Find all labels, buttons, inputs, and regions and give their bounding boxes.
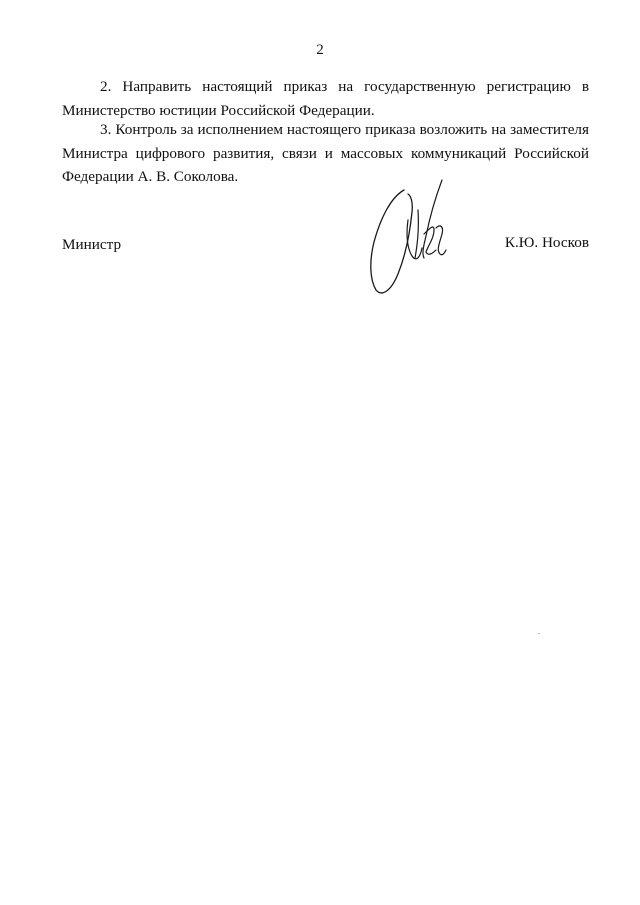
paragraph-3: 3. Контроль за исполнением настоящего приказа возложить на заместителя Министра цифрового развития, связи и массовых коммуникаций Российской Федерации А. В. Соколова. bbox=[62, 121, 589, 185]
paragraph-2: 2. Направить настоящий приказ на государственную регистрацию в Министерство юстиции Российской Федерации. bbox=[62, 78, 589, 119]
signatory-title: Министр bbox=[62, 236, 122, 253]
scan-artifact bbox=[538, 633, 540, 634]
handwritten-signature bbox=[360, 176, 460, 300]
page-number: 2 bbox=[316, 42, 324, 58]
signatory-name: К.Ю. Носков bbox=[504, 234, 589, 251]
